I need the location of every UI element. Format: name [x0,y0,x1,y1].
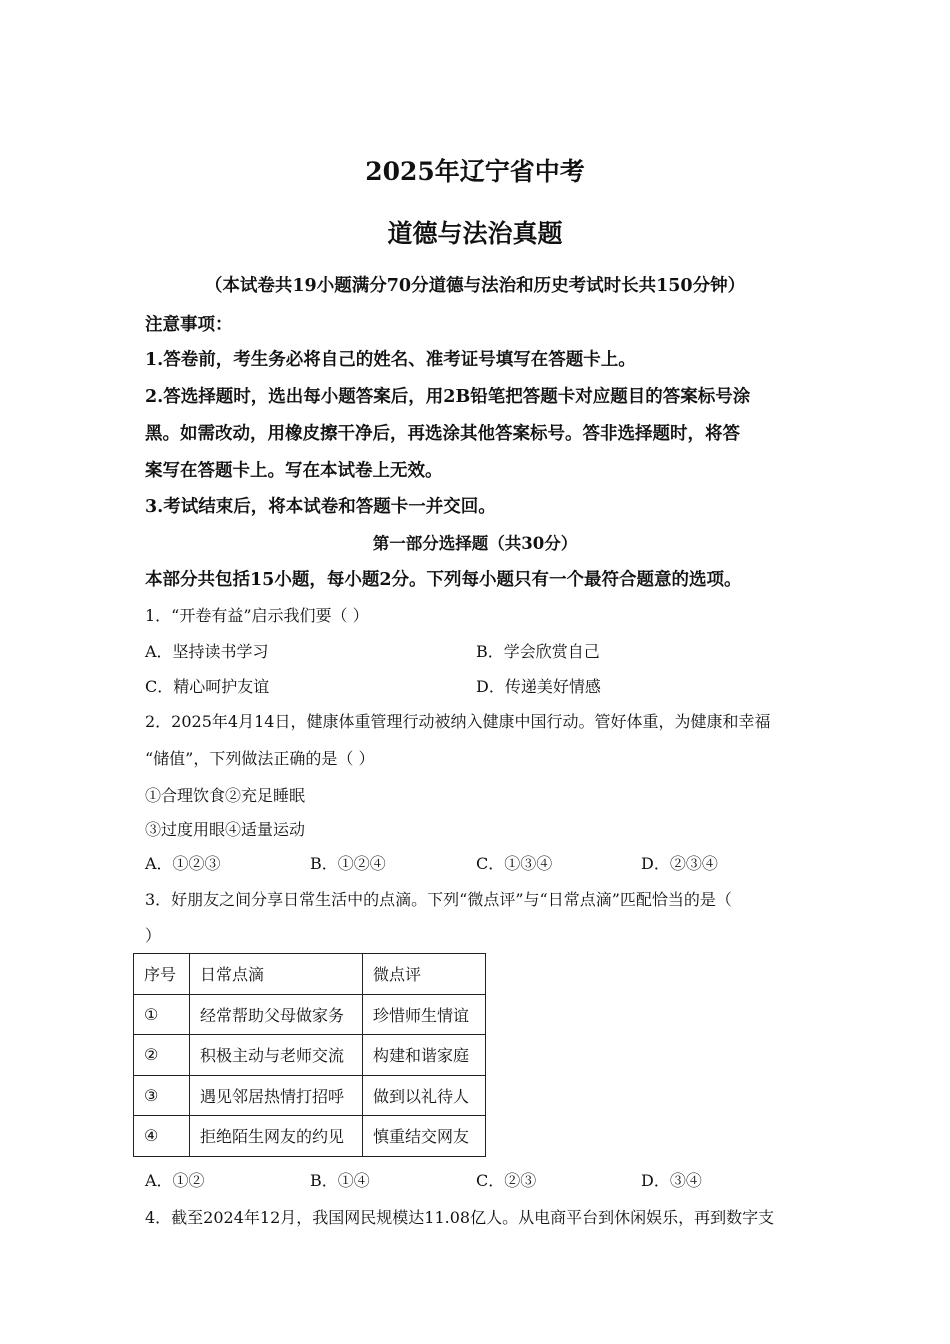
part1-heading: 第一部分选择题（共30分） [372,534,578,553]
notes-heading: 注意事项： [145,315,233,335]
q2-option-c[interactable]: C．①③④ [476,854,553,873]
q1-option-b[interactable]: B．学会欣赏自己 [476,642,600,661]
table-row [134,1116,486,1157]
note-2-line2: 黑。如需改动，用橡皮擦干净后，再选涂其他答案标号。答非选择题时，将答 [145,424,740,444]
table-row [134,1075,486,1116]
q3-option-c[interactable]: C．②③ [476,1171,537,1190]
table-cell: 积极主动与老师交流 [190,1035,363,1076]
q1-stem: 1．“开卷有益”启示我们要（ ） [145,606,369,625]
table-cell: ③ [134,1075,190,1116]
q3-stem-line1: 3．好朋友之间分享日常生活中的点滴。下列“微点评”与“日常点滴”匹配恰当的是（ [145,890,732,909]
q2-option-b[interactable]: B．①②④ [310,854,386,873]
q2-option-d[interactable]: D．②③④ [641,854,718,873]
q2-stem-line1: 2．2025年4月14日，健康体重管理行动被纳入健康中国行动。管好体重，为健康和幸福 [145,712,771,731]
note-3: 3.考试结束后，将本试卷和答题卡一并交回。 [145,497,496,517]
note-1: 1.答卷前，考生务必将自己的姓名、准考证号填写在答题卡上。 [145,350,636,370]
table-row [134,1035,486,1076]
table-cell: ④ [134,1116,190,1157]
q1-option-c[interactable]: C．精心呵护友谊 [145,677,270,696]
note-2-line1: 2.答选择题时，选出每小题答案后，用2B铅笔把答题卡对应题目的答案标号涂 [145,387,751,407]
table-header-cell: 序号 [134,954,190,995]
note-2-line3: 案写在答题卡上。写在本试卷上无效。 [145,461,443,481]
table-cell: ① [134,994,190,1035]
table-cell: 构建和谐家庭 [363,1035,486,1076]
q2-items-line2: ③过度用眼④适量运动 [145,820,306,839]
table-cell: 做到以礼待人 [363,1075,486,1116]
q3-option-d[interactable]: D．③④ [641,1171,702,1190]
table-header-cell: 微点评 [363,954,486,995]
q1-option-d[interactable]: D．传递美好情感 [476,677,601,696]
q2-items-line1: ①合理饮食②充足睡眠 [145,786,306,805]
table-header-cell: 日常点滴 [190,954,363,995]
table-cell: 珍惜师生情谊 [363,994,486,1035]
exam-title: 2025年辽宁省中考 [365,157,585,186]
q2-stem-line2: “储值”，下列做法正确的是（ ） [145,749,375,768]
q1-option-a[interactable]: A．坚持读书学习 [145,642,269,661]
q3-stem-line2: ） [145,926,162,945]
q4-stem-line1: 4．截至2024年12月，我国网民规模达11.08亿人。从电商平台到休闲娱乐，再到数字支 [145,1208,775,1227]
q3-option-a[interactable]: A．①② [145,1171,205,1190]
table-header-row [134,954,486,995]
table-cell: 拒绝陌生网友的约见 [190,1116,363,1157]
exam-subtitle: 道德与法治真题 [387,219,563,248]
q3-table [133,953,486,1157]
q3-option-b[interactable]: B．①④ [310,1171,370,1190]
table-cell: 遇见邻居热情打招呼 [190,1075,363,1116]
part1-instruction: 本部分共包括15小题，每小题2分。下列每小题只有一个最符合题意的选项。 [145,570,742,590]
table-cell: 经常帮助父母做家务 [190,994,363,1035]
table-row [134,994,486,1035]
q2-option-a[interactable]: A．①②③ [145,854,221,873]
table-cell: ② [134,1035,190,1076]
table-cell: 慎重结交网友 [363,1116,486,1157]
exam-info: （本试卷共19小题满分70分道德与法治和历史考试时长共150分钟） [204,276,746,296]
